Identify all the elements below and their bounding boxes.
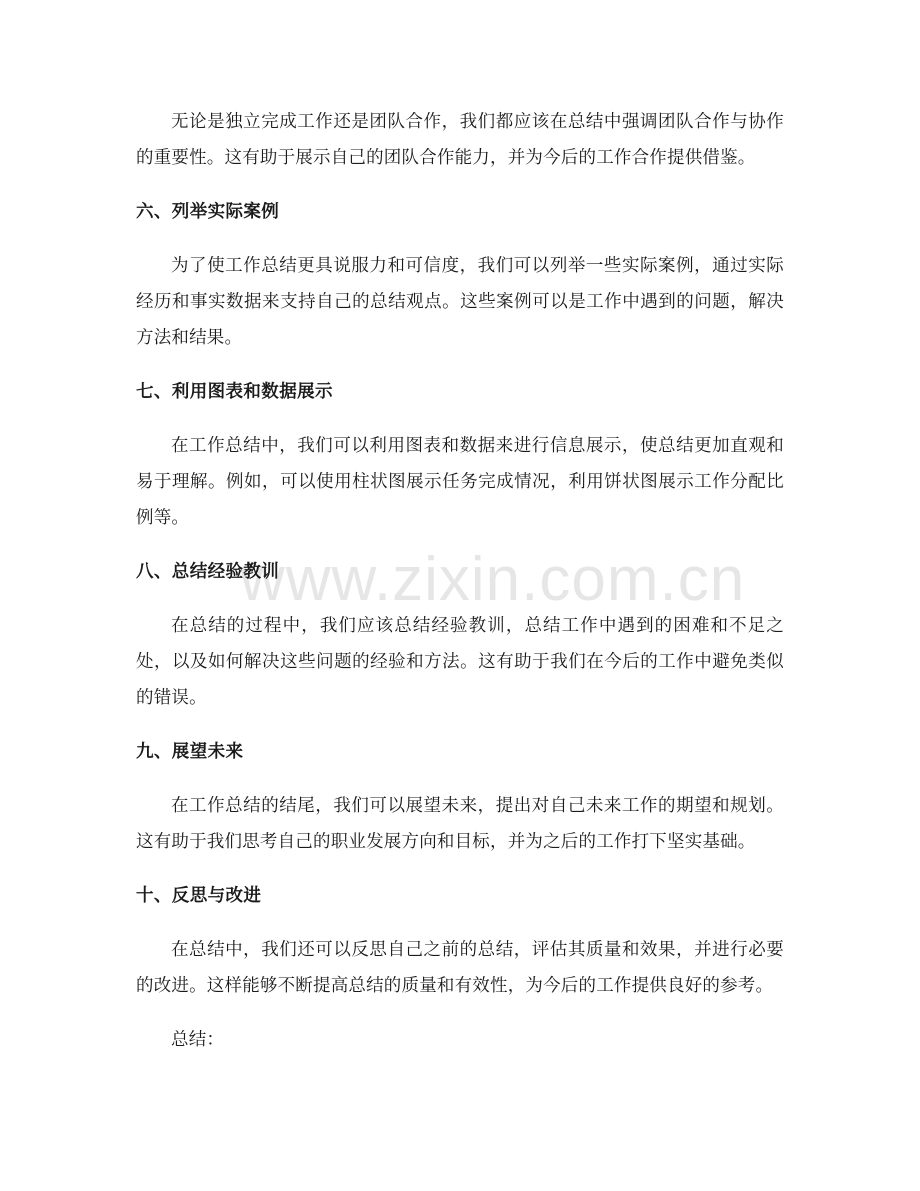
heading-section-9: 九、展望未来 — [136, 742, 244, 762]
heading-section-10: 十、反思与改进 — [136, 886, 262, 906]
paragraph-section-8: 在总结的过程中，我们应该总结经验教训，总结工作中遇到的困难和不足之处，以及如何解决这些问题的经验和方法。这有助于我们在今后的工作中避免类似的错误。 — [136, 616, 784, 708]
document-body — [136, 104, 784, 1058]
paragraph-teamwork: 无论是独立完成工作还是团队合作，我们都应该在总结中强调团队合作与协作的重要性。这有助于展示自己的团队合作能力，并为今后的工作合作提供借鉴。 — [136, 112, 784, 168]
paragraph-summary-label: 总结： — [171, 1030, 225, 1050]
paragraph-section-9: 在工作总结的结尾，我们可以展望未来，提出对自己未来工作的期望和规划。这有助于我们思考自己的职业发展方向和目标，并为之后的工作打下坚实基础。 — [136, 796, 784, 852]
paragraph-section-7: 在工作总结中，我们可以利用图表和数据来进行信息展示，使总结更加直观和易于理解。例如，可以使用柱状图展示任务完成情况，利用饼状图展示工作分配比例等。 — [136, 436, 784, 528]
heading-section-6: 六、列举实际案例 — [136, 202, 280, 222]
watermark: www.zixin.com.cn — [240, 545, 746, 614]
heading-section-7: 七、利用图表和数据展示 — [136, 382, 333, 402]
heading-section-8: 八、总结经验教训 — [136, 562, 280, 582]
paragraph-section-6: 为了使工作总结更具说服力和可信度，我们可以列举一些实际案例，通过实际经历和事实数据来支持自己的总结观点。这些案例可以是工作中遇到的问题，解决方法和结果。 — [136, 256, 784, 348]
paragraph-section-10: 在总结中，我们还可以反思自己之前的总结，评估其质量和效果，并进行必要的改进。这样能够不断提高总结的质量和有效性，为今后的工作提供良好的参考。 — [136, 940, 784, 996]
